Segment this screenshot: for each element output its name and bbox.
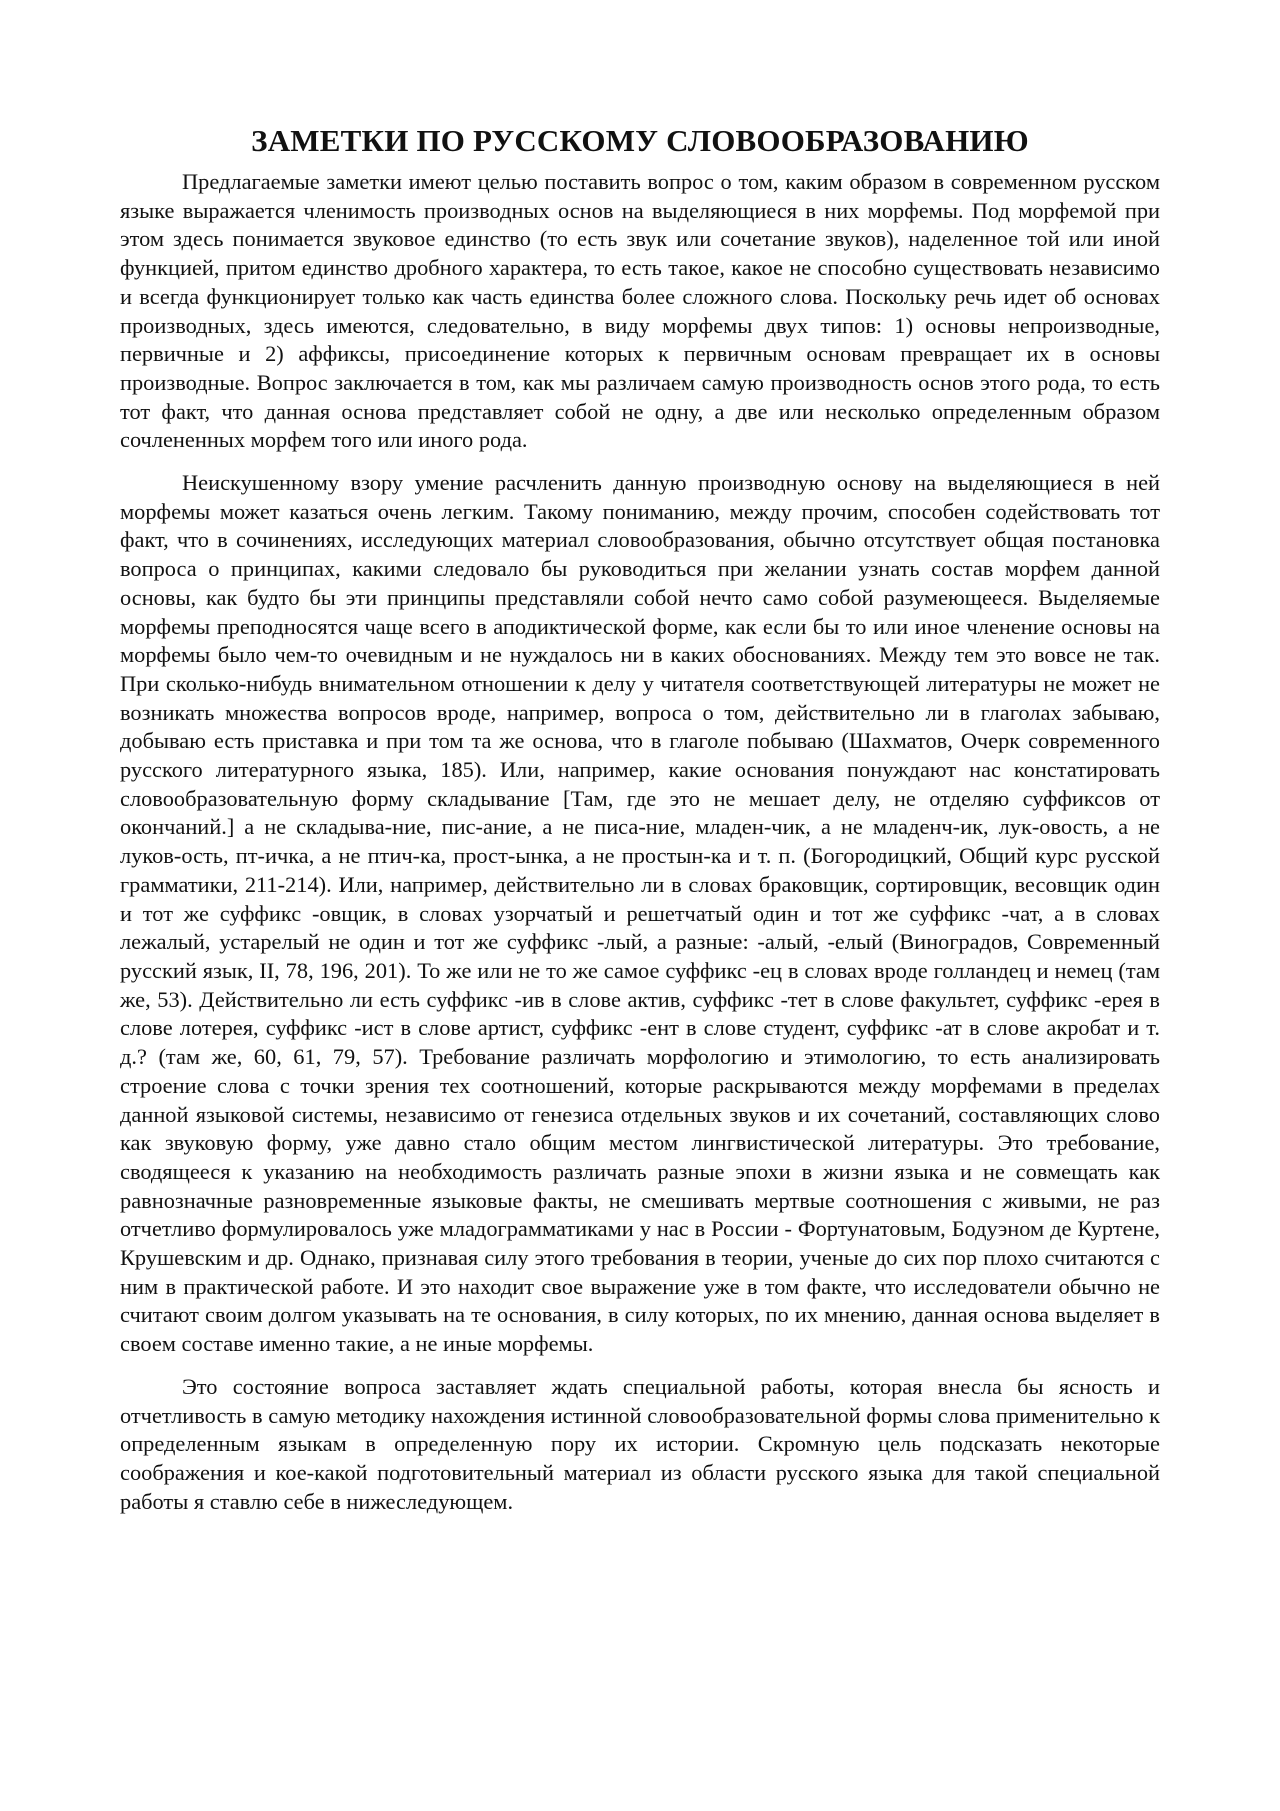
document-title: ЗАМЕТКИ ПО РУССКОМУ СЛОВООБРАЗОВАНИЮ [251, 123, 1029, 158]
paragraph-intro: Предлагаемые заметки имеют целью поставить вопрос о том, каким образом в современном русском языке выражается членимость производных основ на выделяющиеся в них морфемы. Под морфемой при этом здесь понимается звуковое единство (то есть звук или сочетание звуков), наделенное той или иной функцией, притом единство дробного характера, то есть такое, какое не способно существовать независимо и всегда функционирует только как часть единства более сложного слова. Поскольку речь идет об основах производных, здесь имеются, следовательно, в виду морфемы двух типов: 1) основы непроизводные, первичные и 2) аффиксы, присоединение которых к первичным основам превращает их в основы производные. Вопрос заключается в том, как мы различаем самую производность основ этого рода, то есть тот факт, что данная основа представляет собой не одну, а две или несколько определенным образом сочлененных морфем того или иного рода. [120, 169, 1160, 453]
paragraph-main: Неискушенному взору умение расчленить данную производную основу на выделяющиеся в ней морфемы может казаться очень легким. Такому пониманию, между прочим, способен содействовать тот факт, что в сочинениях, исследующих материал словообразования, обычно отсутствует общая постановка вопроса о принципах, какими следовало бы руководиться при желании узнать состав морфем данной основы, как будто бы эти принципы представляли собой нечто само собой разумеющееся. Выделяемые морфемы преподносятся чаще всего в аподиктической форме, как если бы то или иное членение основы на морфемы было чем-то очевидным и не нуждалось ни в каких обоснованиях. Между тем это вовсе не так. При сколько-нибудь внимательном отношении к делу у читателя соответствующей литературы не может не возникать множества вопросов вроде, например, вопроса о том, действительно ли в глаголах забываю, добываю есть приставка и при том та же основа, что в глаголе побываю (Шахматов, Очерк современного русского литературного языка, 185). Или, например, какие основания понуждают нас констатировать словообразовательную форму складывание [Там, где это не мешает делу, не отделяю суффиксов от окончаний.] а не складыва-ние, пис-ание, а не писа-ние, младен-чик, а не младенч-ик, лук-овость, а не луков-ость, пт-ичка, а не птич-ка, прост-ынка, а не простын-ка и т. п. (Богородицкий, Общий курс русской грамматики, 211-214). Или, например, действительно ли в словах браковщик, сортировщик, весовщик один и тот же суффикс -овщик, в словах узорчатый и решетчатый один и тот же суффикс -чат, а в словах лежалый, устарелый не один и тот же суффикс -лый, а разные: -алый, -елый (Виноградов, Современный русский язык, II, 78, 196, 201). То же или не то же самое суффикс -ец в словах вроде голландец и немец (там же, 53). Действительно ли есть суффикс -ив в слове актив, суффикс -тет в слове факультет, суффикс -ерея в слове лотерея, суффикс -ист в слове артист, суффикс -ент в слове студент, суффикс -ат в слове акробат и т. д.? (там же, 60, 61, 79, 57). Требование различать морфологию и этимологию, то есть анализировать строение слова с точки зрения тех соотношений, которые раскрываются между морфемами в пределах данной языковой системы, независимо от генезиса отдельных звуков и их сочетаний, составляющих слово как звуковую форму, уже давно стало общим местом лингвистической литературы. Это требование, сводящееся к указанию на необходимость различать разные эпохи в жизни языка и не совмещать как равнозначные разновременные языковые факты, не смешивать мертвые соотношения с живыми, не раз отчетливо формулировалось уже младограмматиками у нас в России - Фортунатовым, Бодуэном де Куртене, Крушевским и др. Однако, признавая силу этого требования в теории, ученые до сих пор плохо считаются с ним в практической работе. И это находит свое выражение уже в том факте, что исследователи обычно не считают своим долгом указывать на те основания, в силу которых, по их мнению, данная основа выделяет в своем составе именно такие, а не иные морфемы. [120, 470, 1160, 1357]
document-page [120, 122, 1160, 1530]
paragraph-conclusion: Это состояние вопроса заставляет ждать специальной работы, которая внесла бы ясность и отчетливость в самую методику нахождения истинной словообразовательной формы слова применительно к определенным языкам в определенную пору их истории. Скромную цель подсказать некоторые соображения и кое-какой подготовительный материал из области русского языка для такой специальной работы я ставлю себе в нижеследующем. [120, 1373, 1160, 1514]
